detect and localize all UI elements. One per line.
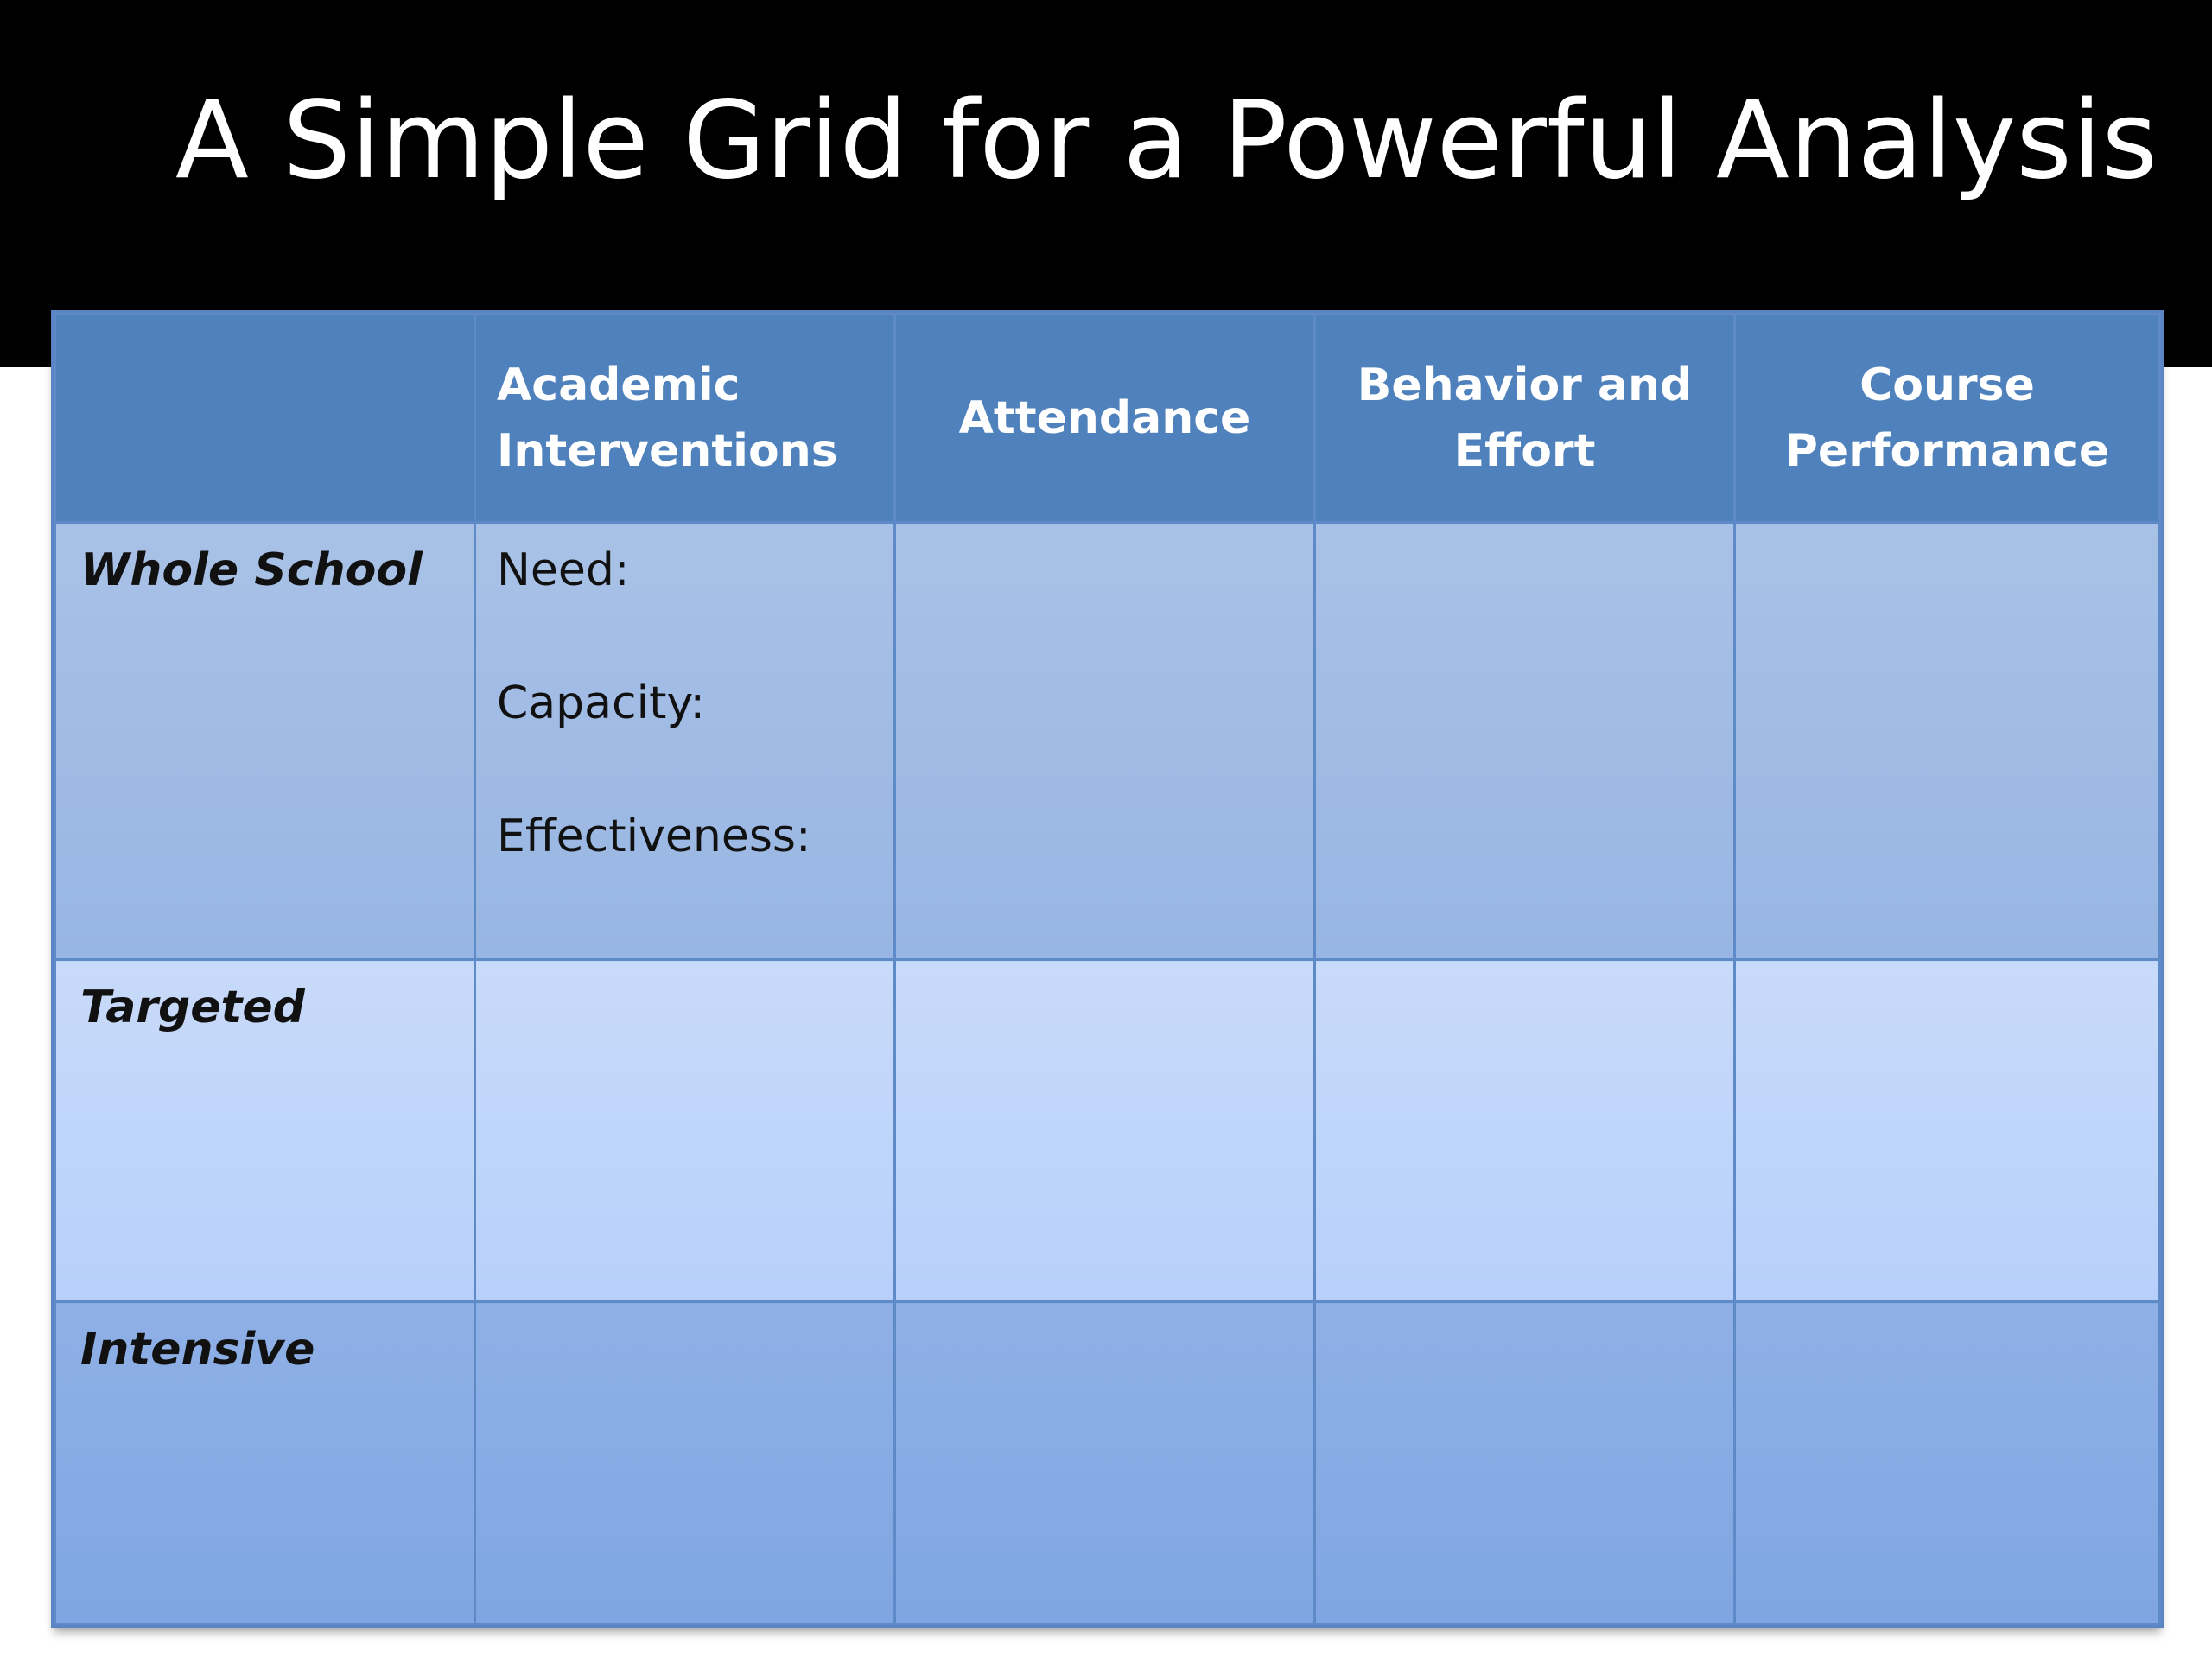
header-attendance: Attendance bbox=[895, 315, 1315, 523]
header-row bbox=[55, 315, 2160, 523]
cell-targeted-academic bbox=[475, 960, 895, 1302]
cell-whole-school-behavior bbox=[1315, 523, 1735, 960]
table-row-intensive bbox=[55, 1302, 2160, 1624]
table-row-whole-school bbox=[55, 523, 2160, 960]
cell-whole-school-academic bbox=[475, 523, 895, 960]
effectiveness-label: Effectiveness: bbox=[497, 810, 811, 862]
cell-targeted-behavior bbox=[1315, 960, 1735, 1302]
cell-intensive-attendance bbox=[895, 1302, 1315, 1624]
row-label-targeted: Targeted bbox=[55, 960, 475, 1302]
slide-title: A Simple Grid for a Powerful Analysis bbox=[175, 79, 2158, 203]
header-corner-cell bbox=[55, 315, 475, 523]
need-label: Need: bbox=[497, 544, 630, 596]
cell-intensive-academic bbox=[475, 1302, 895, 1624]
cell-whole-school-attendance bbox=[895, 523, 1315, 960]
header-behavior-and-effort: Behavior and Effort bbox=[1315, 315, 1735, 523]
header-academic-interventions: Academic Interventions bbox=[475, 315, 895, 523]
header-course-performance: Course Performance bbox=[1735, 315, 2160, 523]
row-label-whole-school: Whole School bbox=[55, 523, 475, 960]
cell-whole-school-course bbox=[1735, 523, 2160, 960]
cell-intensive-behavior bbox=[1315, 1302, 1735, 1624]
table-row-targeted bbox=[55, 960, 2160, 1302]
analysis-grid bbox=[54, 313, 2161, 1625]
capacity-label: Capacity: bbox=[497, 677, 705, 729]
cell-targeted-attendance bbox=[895, 960, 1315, 1302]
cell-targeted-course bbox=[1735, 960, 2160, 1302]
cell-intensive-course bbox=[1735, 1302, 2160, 1624]
row-label-intensive: Intensive bbox=[55, 1302, 475, 1624]
